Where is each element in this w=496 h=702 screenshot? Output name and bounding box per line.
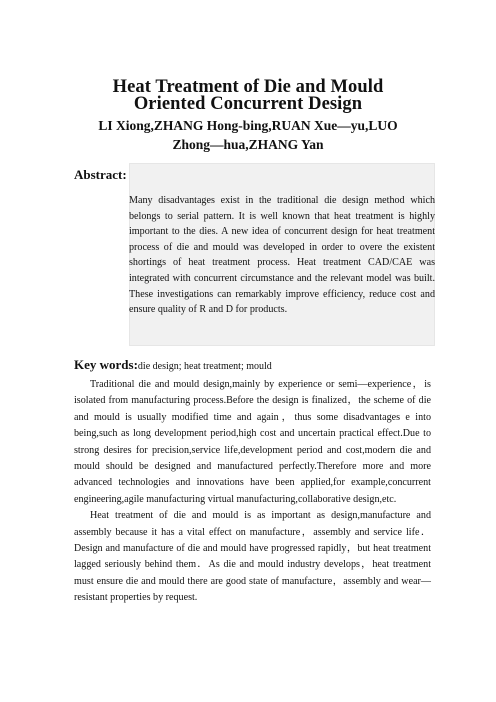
keywords-row (74, 356, 272, 374)
body-text (74, 377, 431, 607)
authors-line-1: LI Xiong,ZHANG Hong-bing,RUAN Xue—yu,LUO (98, 118, 398, 133)
body-paragraph-2: Heat treatment of die and mould is as important as design,manufacture and assembly because it has a vital effect on manufacture，assembly and service life．Design and manufacture of die and mould have progressed rapidly，but heat treatment lagged seriously behind them．As die and mould industry develops，heat treatment must ensure die and mould there are good state of manufacture，assembly and wear—resistant properties by request. (74, 510, 431, 604)
abstract-label: Abstract: (74, 167, 127, 182)
keywords-value: die design; heat treatment; mould (137, 361, 272, 372)
paper-title-line-2: Oriented Concurrent Design (133, 94, 363, 114)
keywords-label: Key words: (74, 357, 138, 372)
body-paragraph-1: Traditional die and mould design,mainly by experience or semi—experience，is isolated from manufacturing process.Before the design is finalized，the scheme of die and mould is usually modified time and again，thus some disadvantages e into being,such as long development period,high cost and uncertain practical effect.Due to strong desires for precision,service life,development period and cost,modern die and mould should be designed and manufactured perfectly.Therefore more and more advanced technologies and innovations have been applied,for example,concurrent engineering,agile manufacturing virtual manufacturing,collaborative design,etc. (74, 379, 431, 505)
paper-title-line-1: Heat Treatment of Die and Mould (112, 77, 384, 97)
authors-line-2: Zhong—hua,ZHANG Yan (172, 137, 324, 152)
abstract-text: Many disadvantages exist in the traditional die design method which belongs to serial pattern. It is well known that heat treatment is highly important to the dies. A new idea of concurrent design for heat treatment process of die and mould was developed in order to overe the existent shortings of heat treatment process. Heat treatment CAD/CAE was integrated with concurrent circumstance and the relevant model was built. These investigations can remarkably improve efficiency, reduce cost and ensure quality of R and D for products. (129, 195, 435, 316)
